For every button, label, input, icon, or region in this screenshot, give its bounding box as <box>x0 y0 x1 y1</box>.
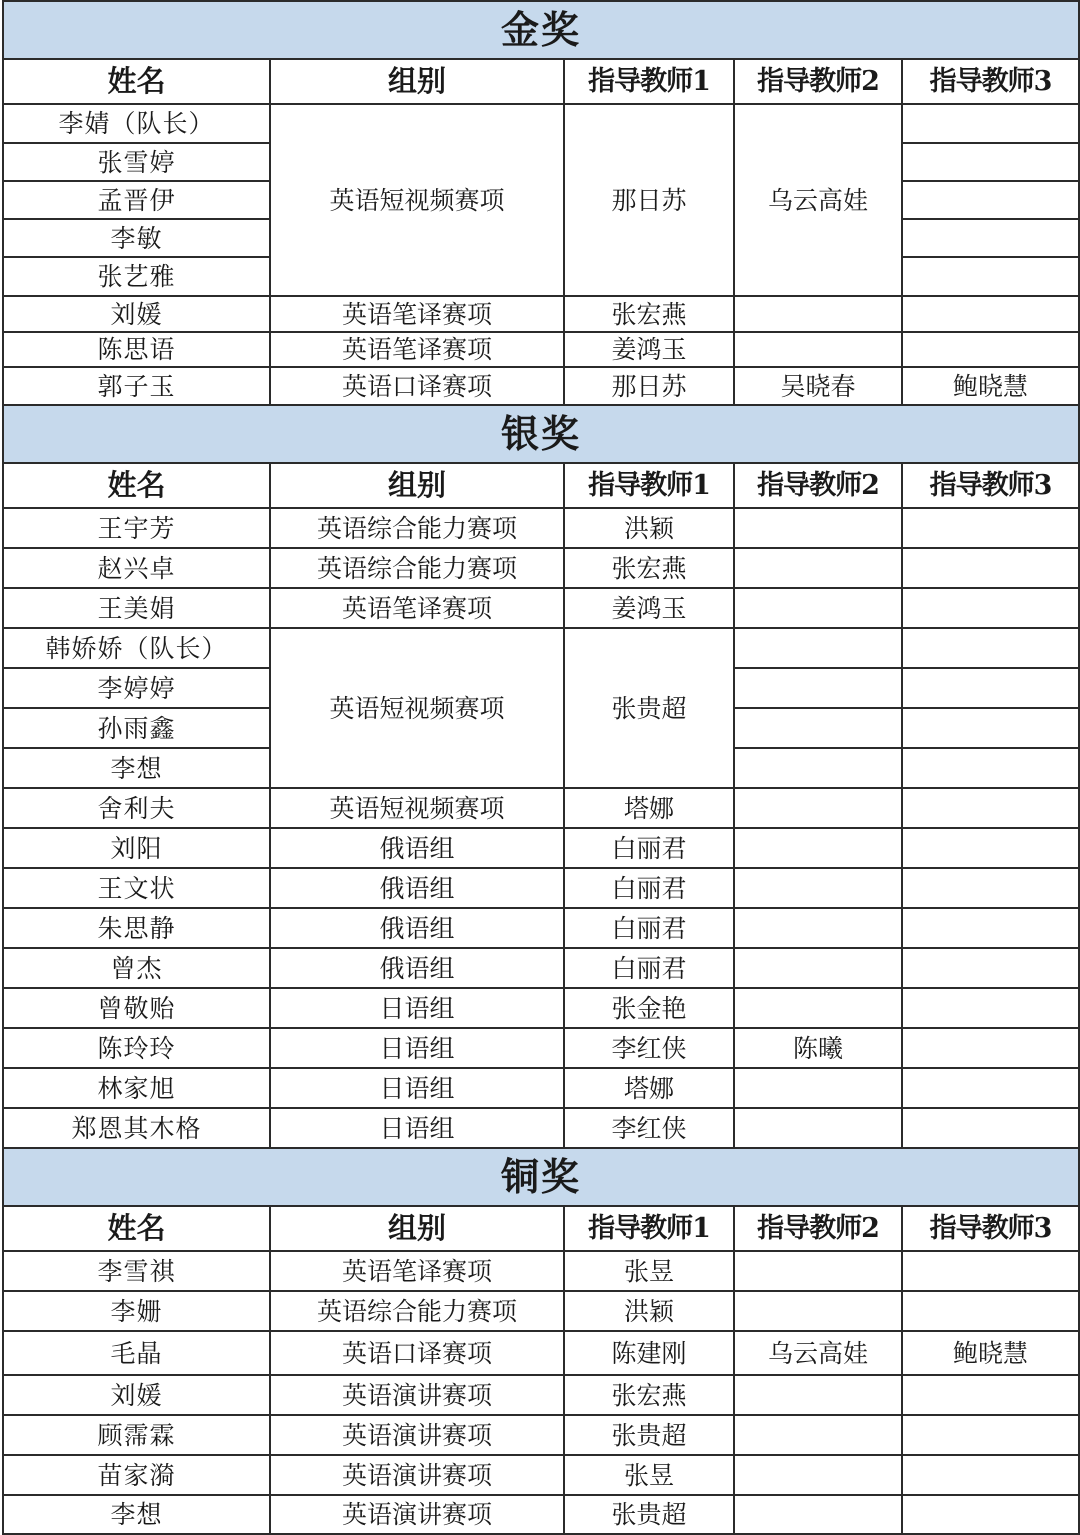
teacher1-cell: 张宏燕 <box>564 548 734 588</box>
gold-award-title: 金奖 <box>3 1 1079 59</box>
name-cell: 刘媛 <box>3 1375 270 1415</box>
teacher3-cell <box>902 296 1079 332</box>
teacher3-cell <box>902 257 1079 296</box>
teacher2-cell <box>734 1068 902 1108</box>
header-teacher2: 指导教师2 <box>734 59 902 104</box>
name-cell: 顾霈霖 <box>3 1415 270 1455</box>
teacher1-cell: 李红侠 <box>564 1108 734 1148</box>
header-teacher3: 指导教师3 <box>902 463 1079 508</box>
header-teacher1: 指导教师1 <box>564 463 734 508</box>
teacher3-cell <box>902 1415 1079 1455</box>
teacher2-cell <box>734 508 902 548</box>
teacher2-cell <box>734 708 902 748</box>
table-row <box>3 1108 1079 1148</box>
group-cell: 英语综合能力赛项 <box>270 548 564 588</box>
group-cell: 英语演讲赛项 <box>270 1415 564 1455</box>
table-row <box>3 1251 1079 1291</box>
table-row <box>3 788 1079 828</box>
name-cell: 曾杰 <box>3 948 270 988</box>
name-cell: 郭子玉 <box>3 367 270 405</box>
bronze-award-title: 铜奖 <box>3 1148 1079 1206</box>
teacher1-cell: 张贵超 <box>564 628 734 788</box>
table-row <box>3 548 1079 588</box>
teacher2-cell <box>734 296 902 332</box>
header-group: 组别 <box>270 59 564 104</box>
teacher2-cell <box>734 948 902 988</box>
name-cell: 陈思语 <box>3 332 270 367</box>
table-row <box>3 1068 1079 1108</box>
name-cell: 张雪婷 <box>3 143 270 181</box>
group-cell: 日语组 <box>270 1108 564 1148</box>
header-row <box>3 1206 1079 1251</box>
name-cell: 赵兴卓 <box>3 548 270 588</box>
header-name: 姓名 <box>3 463 270 508</box>
name-cell: 李雪祺 <box>3 1251 270 1291</box>
teacher2-cell <box>734 788 902 828</box>
name-cell: 李姗 <box>3 1291 270 1331</box>
teacher2-cell <box>734 548 902 588</box>
table-row <box>3 508 1079 548</box>
teacher3-cell <box>902 1455 1079 1495</box>
teacher3-cell <box>902 143 1079 181</box>
teacher3-cell <box>902 1068 1079 1108</box>
teacher2-cell <box>734 588 902 628</box>
teacher2-cell <box>734 1455 902 1495</box>
teacher1-cell: 洪颖 <box>564 1291 734 1331</box>
teacher2-cell <box>734 332 902 367</box>
group-cell: 英语口译赛项 <box>270 1331 564 1375</box>
name-cell: 林家旭 <box>3 1068 270 1108</box>
name-cell: 王美娟 <box>3 588 270 628</box>
teacher3-cell <box>902 219 1079 257</box>
teacher1-cell: 张昱 <box>564 1455 734 1495</box>
silver-award-title: 银奖 <box>3 405 1079 463</box>
table-row <box>3 1331 1079 1375</box>
table-row <box>3 868 1079 908</box>
teacher3-cell <box>902 668 1079 708</box>
teacher3-cell: 鲍晓慧 <box>902 367 1079 405</box>
name-cell: 李婷婷 <box>3 668 270 708</box>
teacher3-cell <box>902 588 1079 628</box>
teacher2-cell <box>734 1415 902 1455</box>
table-row <box>3 1028 1079 1068</box>
teacher2-cell <box>734 668 902 708</box>
teacher1-cell: 白丽君 <box>564 868 734 908</box>
teacher3-cell <box>902 1291 1079 1331</box>
teacher1-cell: 张宏燕 <box>564 1375 734 1415</box>
header-row <box>3 463 1079 508</box>
header-name: 姓名 <box>3 59 270 104</box>
table-row <box>3 1375 1079 1415</box>
group-cell: 英语综合能力赛项 <box>270 1291 564 1331</box>
teacher2-cell <box>734 748 902 788</box>
teacher3-cell: 鲍晓慧 <box>902 1331 1079 1375</box>
group-cell: 英语笔译赛项 <box>270 588 564 628</box>
table-row <box>3 332 1079 367</box>
header-teacher3: 指导教师3 <box>902 1206 1079 1251</box>
group-cell: 俄语组 <box>270 828 564 868</box>
header-teacher2: 指导教师2 <box>734 463 902 508</box>
teacher1-cell: 张贵超 <box>564 1495 734 1534</box>
teacher1-cell: 姜鸿玉 <box>564 332 734 367</box>
table-row <box>3 948 1079 988</box>
teacher2-cell <box>734 1495 902 1534</box>
table-row <box>3 1415 1079 1455</box>
table-row <box>3 296 1079 332</box>
teacher1-cell: 李红侠 <box>564 1028 734 1068</box>
teacher1-cell: 塔娜 <box>564 1068 734 1108</box>
name-cell: 韩娇娇（队长） <box>3 628 270 668</box>
teacher3-cell <box>902 181 1079 219</box>
name-cell: 孟晋伊 <box>3 181 270 219</box>
name-cell: 李敏 <box>3 219 270 257</box>
teacher3-cell <box>902 332 1079 367</box>
table-row <box>3 628 1079 668</box>
teacher1-cell: 姜鸿玉 <box>564 588 734 628</box>
teacher3-cell <box>902 788 1079 828</box>
bronze-award-title-row <box>3 1148 1079 1206</box>
table-row <box>3 988 1079 1028</box>
name-cell: 刘阳 <box>3 828 270 868</box>
teacher3-cell <box>902 828 1079 868</box>
teacher3-cell <box>902 628 1079 668</box>
teacher1-cell: 那日苏 <box>564 367 734 405</box>
name-cell: 李想 <box>3 1495 270 1534</box>
table-row <box>3 908 1079 948</box>
teacher3-cell <box>902 1375 1079 1415</box>
teacher3-cell <box>902 988 1079 1028</box>
teacher3-cell <box>902 1028 1079 1068</box>
teacher3-cell <box>902 104 1079 143</box>
group-cell: 俄语组 <box>270 908 564 948</box>
teacher3-cell <box>902 908 1079 948</box>
table-row <box>3 1291 1079 1331</box>
group-cell: 日语组 <box>270 1028 564 1068</box>
award-table <box>2 0 1080 1535</box>
teacher3-cell <box>902 748 1079 788</box>
name-cell: 刘媛 <box>3 296 270 332</box>
header-teacher1: 指导教师1 <box>564 59 734 104</box>
gold-award-title-row <box>3 1 1079 59</box>
teacher1-cell: 陈建刚 <box>564 1331 734 1375</box>
name-cell: 王宇芳 <box>3 508 270 548</box>
teacher1-cell: 张金艳 <box>564 988 734 1028</box>
teacher1-cell: 那日苏 <box>564 104 734 296</box>
table-row <box>3 588 1079 628</box>
header-teacher3: 指导教师3 <box>902 59 1079 104</box>
group-cell: 日语组 <box>270 1068 564 1108</box>
teacher2-cell <box>734 988 902 1028</box>
group-cell: 英语口译赛项 <box>270 367 564 405</box>
teacher2-cell: 吴晓春 <box>734 367 902 405</box>
group-cell: 英语演讲赛项 <box>270 1455 564 1495</box>
header-name: 姓名 <box>3 1206 270 1251</box>
teacher1-cell: 白丽君 <box>564 908 734 948</box>
group-cell: 英语短视频赛项 <box>270 788 564 828</box>
teacher1-cell: 白丽君 <box>564 948 734 988</box>
group-cell: 俄语组 <box>270 948 564 988</box>
teacher1-cell: 张宏燕 <box>564 296 734 332</box>
teacher2-cell: 乌云高娃 <box>734 1331 902 1375</box>
group-cell: 英语短视频赛项 <box>270 104 564 296</box>
teacher1-cell: 白丽君 <box>564 828 734 868</box>
teacher2-cell: 乌云高娃 <box>734 104 902 296</box>
group-cell: 英语演讲赛项 <box>270 1495 564 1534</box>
name-cell: 朱思静 <box>3 908 270 948</box>
name-cell: 舍利夫 <box>3 788 270 828</box>
name-cell: 李想 <box>3 748 270 788</box>
teacher2-cell: 陈曦 <box>734 1028 902 1068</box>
table-row <box>3 367 1079 405</box>
group-cell: 英语综合能力赛项 <box>270 508 564 548</box>
header-group: 组别 <box>270 1206 564 1251</box>
teacher1-cell: 张昱 <box>564 1251 734 1291</box>
name-cell: 陈玲玲 <box>3 1028 270 1068</box>
teacher3-cell <box>902 868 1079 908</box>
award-table-body <box>3 1 1079 1534</box>
teacher2-cell <box>734 908 902 948</box>
group-cell: 英语笔译赛项 <box>270 1251 564 1291</box>
teacher3-cell <box>902 548 1079 588</box>
name-cell: 苗家漪 <box>3 1455 270 1495</box>
name-cell: 孙雨鑫 <box>3 708 270 748</box>
group-cell: 俄语组 <box>270 868 564 908</box>
group-cell: 英语演讲赛项 <box>270 1375 564 1415</box>
name-cell: 王文状 <box>3 868 270 908</box>
teacher3-cell <box>902 1251 1079 1291</box>
table-row <box>3 1455 1079 1495</box>
teacher3-cell <box>902 1495 1079 1534</box>
teacher3-cell <box>902 1108 1079 1148</box>
table-row <box>3 828 1079 868</box>
group-cell: 英语笔译赛项 <box>270 332 564 367</box>
name-cell: 曾敬贻 <box>3 988 270 1028</box>
header-teacher2: 指导教师2 <box>734 1206 902 1251</box>
teacher3-cell <box>902 948 1079 988</box>
teacher3-cell <box>902 708 1079 748</box>
teacher2-cell <box>734 1108 902 1148</box>
silver-award-title-row <box>3 405 1079 463</box>
teacher2-cell <box>734 1251 902 1291</box>
teacher2-cell <box>734 628 902 668</box>
name-cell: 张艺雅 <box>3 257 270 296</box>
name-cell: 李婧（队长） <box>3 104 270 143</box>
teacher1-cell: 张贵超 <box>564 1415 734 1455</box>
name-cell: 毛晶 <box>3 1331 270 1375</box>
teacher2-cell <box>734 1375 902 1415</box>
table-row <box>3 1495 1079 1534</box>
header-group: 组别 <box>270 463 564 508</box>
teacher1-cell: 塔娜 <box>564 788 734 828</box>
group-cell: 日语组 <box>270 988 564 1028</box>
teacher2-cell <box>734 868 902 908</box>
group-cell: 英语短视频赛项 <box>270 628 564 788</box>
teacher3-cell <box>902 508 1079 548</box>
group-cell: 英语笔译赛项 <box>270 296 564 332</box>
header-row <box>3 59 1079 104</box>
teacher2-cell <box>734 1291 902 1331</box>
name-cell: 郑恩其木格 <box>3 1108 270 1148</box>
teacher1-cell: 洪颖 <box>564 508 734 548</box>
table-row <box>3 104 1079 143</box>
header-teacher1: 指导教师1 <box>564 1206 734 1251</box>
teacher2-cell <box>734 828 902 868</box>
